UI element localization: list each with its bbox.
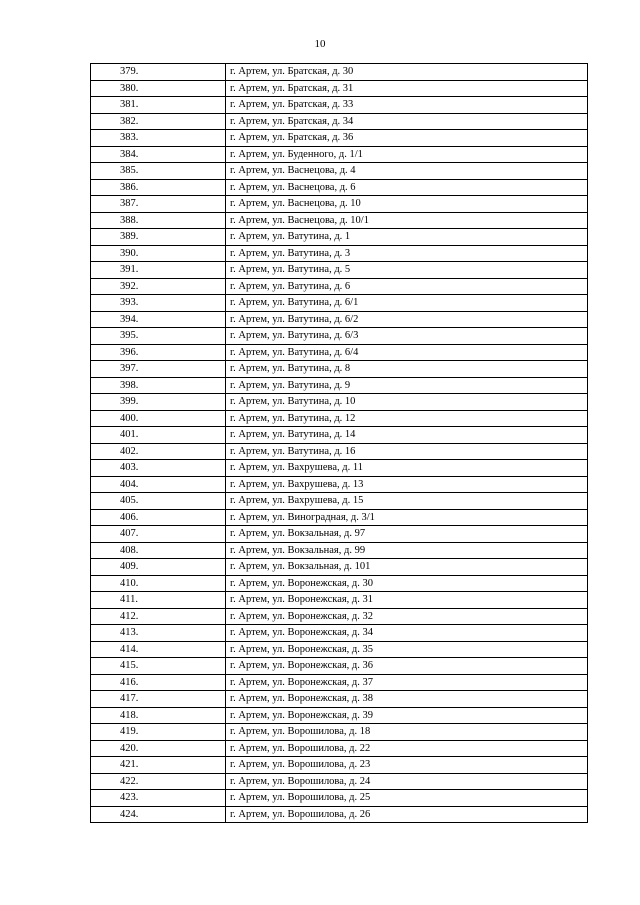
table-row — [91, 460, 588, 477]
row-number: 415. — [91, 658, 226, 675]
row-number: 398. — [91, 377, 226, 394]
row-number: 396. — [91, 344, 226, 361]
table-row — [91, 410, 588, 427]
row-number: 386. — [91, 179, 226, 196]
row-number: 399. — [91, 394, 226, 411]
table-row — [91, 163, 588, 180]
row-number: 385. — [91, 163, 226, 180]
row-address: г. Артем, ул. Воронежская, д. 32 — [226, 608, 588, 625]
row-address: г. Артем, ул. Ватутина, д. 5 — [226, 262, 588, 279]
table-row — [91, 443, 588, 460]
row-number: 393. — [91, 295, 226, 312]
row-number: 388. — [91, 212, 226, 229]
table-row — [91, 542, 588, 559]
row-address: г. Артем, ул. Ватутина, д. 6/1 — [226, 295, 588, 312]
row-number: 413. — [91, 625, 226, 642]
row-number: 414. — [91, 641, 226, 658]
row-address: г. Артем, ул. Воронежская, д. 31 — [226, 592, 588, 609]
row-number: 424. — [91, 806, 226, 823]
row-address: г. Артем, ул. Вокзальная, д. 101 — [226, 559, 588, 576]
table-row — [91, 493, 588, 510]
row-number: 421. — [91, 757, 226, 774]
table-row — [91, 691, 588, 708]
row-number: 419. — [91, 724, 226, 741]
row-address: г. Артем, ул. Ворошилова, д. 25 — [226, 790, 588, 807]
table-row — [91, 724, 588, 741]
row-number: 390. — [91, 245, 226, 262]
table-row — [91, 674, 588, 691]
row-address: г. Артем, ул. Вокзальная, д. 97 — [226, 526, 588, 543]
table-row — [91, 262, 588, 279]
row-number: 400. — [91, 410, 226, 427]
address-table-body — [91, 64, 588, 823]
table-row — [91, 592, 588, 609]
row-address: г. Артем, ул. Братская, д. 30 — [226, 64, 588, 81]
table-row — [91, 212, 588, 229]
row-number: 392. — [91, 278, 226, 295]
row-number: 406. — [91, 509, 226, 526]
table-row — [91, 229, 588, 246]
table-row — [91, 278, 588, 295]
row-number: 420. — [91, 740, 226, 757]
table-row — [91, 80, 588, 97]
table-row — [91, 179, 588, 196]
row-address: г. Артем, ул. Вахрушева, д. 15 — [226, 493, 588, 510]
table-row — [91, 806, 588, 823]
table-row — [91, 64, 588, 81]
row-number: 409. — [91, 559, 226, 576]
row-number: 410. — [91, 575, 226, 592]
row-number: 412. — [91, 608, 226, 625]
table-row — [91, 559, 588, 576]
row-address: г. Артем, ул. Братская, д. 33 — [226, 97, 588, 114]
row-address: г. Артем, ул. Ватутина, д. 12 — [226, 410, 588, 427]
table-row — [91, 790, 588, 807]
row-address: г. Артем, ул. Ворошилова, д. 18 — [226, 724, 588, 741]
table-row — [91, 757, 588, 774]
row-address: г. Артем, ул. Братская, д. 31 — [226, 80, 588, 97]
row-address: г. Артем, ул. Васнецова, д. 10/1 — [226, 212, 588, 229]
row-number: 380. — [91, 80, 226, 97]
row-number: 417. — [91, 691, 226, 708]
table-row — [91, 113, 588, 130]
table-row — [91, 361, 588, 378]
row-number: 382. — [91, 113, 226, 130]
row-number: 401. — [91, 427, 226, 444]
row-number: 408. — [91, 542, 226, 559]
row-number: 403. — [91, 460, 226, 477]
table-row — [91, 97, 588, 114]
page-number: 10 — [314, 38, 326, 50]
row-address: г. Артем, ул. Воронежская, д. 36 — [226, 658, 588, 675]
table-row — [91, 641, 588, 658]
table-row — [91, 707, 588, 724]
row-address: г. Артем, ул. Братская, д. 36 — [226, 130, 588, 147]
row-address: г. Артем, ул. Воронежская, д. 38 — [226, 691, 588, 708]
row-number: 402. — [91, 443, 226, 460]
row-address: г. Артем, ул. Ватутина, д. 6/3 — [226, 328, 588, 345]
table-row — [91, 328, 588, 345]
row-number: 394. — [91, 311, 226, 328]
row-address: г. Артем, ул. Ватутина, д. 9 — [226, 377, 588, 394]
row-number: 422. — [91, 773, 226, 790]
row-number: 379. — [91, 64, 226, 81]
row-number: 411. — [91, 592, 226, 609]
row-number: 404. — [91, 476, 226, 493]
row-address: г. Артем, ул. Воронежская, д. 39 — [226, 707, 588, 724]
row-number: 391. — [91, 262, 226, 279]
row-address: г. Артем, ул. Ворошилова, д. 22 — [226, 740, 588, 757]
table-row — [91, 427, 588, 444]
row-address: г. Артем, ул. Васнецова, д. 4 — [226, 163, 588, 180]
row-address: г. Артем, ул. Васнецова, д. 10 — [226, 196, 588, 213]
row-number: 383. — [91, 130, 226, 147]
table-row — [91, 311, 588, 328]
table-row — [91, 625, 588, 642]
row-number: 418. — [91, 707, 226, 724]
table-row — [91, 740, 588, 757]
row-address: г. Артем, ул. Буденного, д. 1/1 — [226, 146, 588, 163]
row-number: 416. — [91, 674, 226, 691]
table-row — [91, 575, 588, 592]
row-number: 397. — [91, 361, 226, 378]
table-row — [91, 476, 588, 493]
row-address: г. Артем, ул. Ватутина, д. 6/4 — [226, 344, 588, 361]
row-number: 423. — [91, 790, 226, 807]
row-number: 389. — [91, 229, 226, 246]
row-address: г. Артем, ул. Васнецова, д. 6 — [226, 179, 588, 196]
table-row — [91, 295, 588, 312]
row-number: 381. — [91, 97, 226, 114]
row-address: г. Артем, ул. Ватутина, д. 1 — [226, 229, 588, 246]
table-row — [91, 608, 588, 625]
table-row — [91, 377, 588, 394]
table-row — [91, 526, 588, 543]
row-address: г. Артем, ул. Вахрушева, д. 11 — [226, 460, 588, 477]
row-address: г. Артем, ул. Виноградная, д. 3/1 — [226, 509, 588, 526]
table-row — [91, 344, 588, 361]
table-row — [91, 245, 588, 262]
address-table — [90, 63, 588, 823]
table-row — [91, 509, 588, 526]
row-address: г. Артем, ул. Вахрушева, д. 13 — [226, 476, 588, 493]
table-row — [91, 394, 588, 411]
row-number: 387. — [91, 196, 226, 213]
row-address: г. Артем, ул. Ватутина, д. 6/2 — [226, 311, 588, 328]
row-address: г. Артем, ул. Ватутина, д. 8 — [226, 361, 588, 378]
row-address: г. Артем, ул. Ватутина, д. 3 — [226, 245, 588, 262]
row-address: г. Артем, ул. Братская, д. 34 — [226, 113, 588, 130]
table-row — [91, 196, 588, 213]
row-address: г. Артем, ул. Ватутина, д. 14 — [226, 427, 588, 444]
row-number: 395. — [91, 328, 226, 345]
row-address: г. Артем, ул. Ворошилова, д. 23 — [226, 757, 588, 774]
table-row — [91, 130, 588, 147]
row-number: 384. — [91, 146, 226, 163]
row-address: г. Артем, ул. Ворошилова, д. 26 — [226, 806, 588, 823]
table-row — [91, 658, 588, 675]
row-address: г. Артем, ул. Воронежская, д. 30 — [226, 575, 588, 592]
row-number: 405. — [91, 493, 226, 510]
row-address: г. Артем, ул. Вокзальная, д. 99 — [226, 542, 588, 559]
row-address: г. Артем, ул. Ватутина, д. 16 — [226, 443, 588, 460]
row-address: г. Артем, ул. Воронежская, д. 37 — [226, 674, 588, 691]
table-row — [91, 773, 588, 790]
row-number: 407. — [91, 526, 226, 543]
row-address: г. Артем, ул. Ватутина, д. 10 — [226, 394, 588, 411]
row-address: г. Артем, ул. Ворошилова, д. 24 — [226, 773, 588, 790]
table-row — [91, 146, 588, 163]
row-address: г. Артем, ул. Воронежская, д. 35 — [226, 641, 588, 658]
row-address: г. Артем, ул. Воронежская, д. 34 — [226, 625, 588, 642]
row-address: г. Артем, ул. Ватутина, д. 6 — [226, 278, 588, 295]
